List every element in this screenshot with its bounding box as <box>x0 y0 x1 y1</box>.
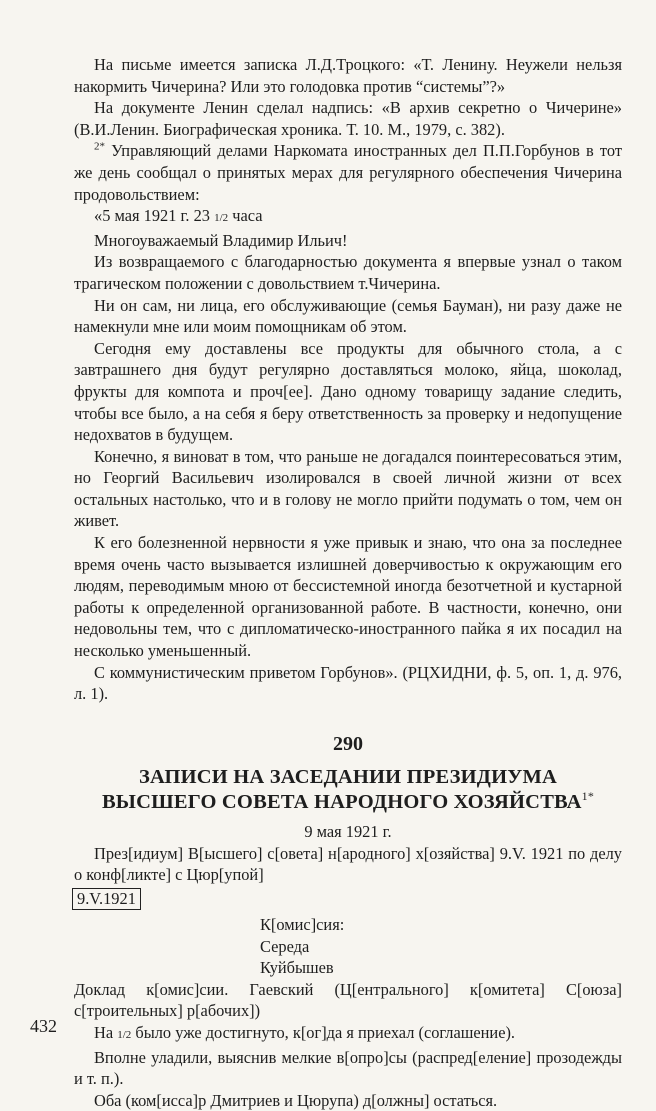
paragraph: Ни он сам, ни лица, его обслуживающие (семья Бауман), ни разу даже не намекнули мне или моим помощникам об этом. <box>74 295 622 337</box>
page-body <box>74 54 622 1111</box>
paragraph: Вполне уладили, выяснив мелкие в[опро]сы (распред[еление] прозодежды и т. п.). <box>74 1047 622 1089</box>
document-title: ЗАПИСИ НА ЗАСЕДАНИИ ПРЕЗИДИУМА ВЫСШЕГО СОВЕТА НАРОДНОГО $ХОЗЯЙСТВА^{1*}$ <box>101 765 595 813</box>
page-number: 432 <box>30 1016 57 1036</box>
paragraph: На 1/2 было уже достигнуто, к[ог]да я приехал (соглашение). <box>94 1022 516 1042</box>
paragraph: Конечно, я виноват в том, что раньше не догадался поинтересоваться этим, но Георгий Васильевич изолировался в своей личной жизни от всех остальных настолько, что и в голову не могло прийти подумать о том, чем он живет. <box>74 446 622 531</box>
paragraph: На документе Ленин сделал надпись: «В архив секретно о Чичерине» (В.И.Ленин. Биографическая хроника. Т. 10. М., 1979, с. 382). <box>74 98 622 139</box>
paragraph: Из возвращаемого с благодарностью документа я впервые узнал о таком трагическом положении с довольствием т.Чичерина. <box>74 252 622 293</box>
title-footnote-marker: 1* <box>581 788 595 803</box>
document-date: 9 мая 1921 г. <box>304 821 392 841</box>
paragraph: С коммунистическим приветом Горбунов». (РЦХИДНИ, ф. 5, оп. 1, д. 976, л. 1). <box>74 662 622 704</box>
paragraph: През[идиум] В[ысшего] с[овета] н[ародного] х[озяйства] 9.V. 1921 по делу о конф[ликте] с Цюр[упой] <box>74 843 622 885</box>
footnote-marker: 2* <box>94 140 105 153</box>
paragraph: Сегодня ему доставлены все продукты для обычного стола, а с завтрашнего дня будут регулярно доставляться молоко, яйца, шоколад, фрукты для компота и проч[ее]. Дано одному товарищу задание следить, чтобы все было, а на себя я беру ответственность за проверку и недопущение недохватов в будущем. <box>74 338 622 445</box>
paragraph: Оба (ком[исса]р Дмитриев и Цюрупа) д[олжны] остаться. <box>94 1090 498 1110</box>
letter-date: «5 мая 1921 г. 23 1/2 часа <box>94 206 263 226</box>
commission-list: К[омис]сия: Середа Куйбышев <box>260 915 345 978</box>
boxed-date: 9.V.1921 <box>72 888 141 910</box>
letter-salutation: Многоуважаемый Владимир Ильич! <box>94 230 348 250</box>
paragraph: К его болезненной нервности я уже привык и знаю, что она за последнее время очень часто вызывается излишней доверчивостью к окружающим его людям, переводимым мною от бессистемной иногда безотчетной и кустарной работы к определенной организованной работе. В частности, конечно, они недовольны тем, что с дипломатическо-иностранного пайка я их посадил на несколько уменьшенный. <box>74 533 622 661</box>
footnote-paragraph: $^{2*}$ Управляющий делами Наркомата иностранных дел П.П.Горбунов в тот же день сообщал о принятых мерах для регулярного обеспечения Чичерина продовольствием: <box>74 140 622 204</box>
document-number: 290 <box>333 732 363 755</box>
paragraph: Доклад к[омис]сии. Гаевский (Ц[ентрального] к[омитета] С[оюза] с[троительных] р[абочих]) <box>74 979 622 1021</box>
paragraph: На письме имеется записка Л.Д.Троцкого: «Т. Ленину. Неужели нельзя накормить Чичерина? Или это голодовка против “системы”?» <box>74 55 622 96</box>
